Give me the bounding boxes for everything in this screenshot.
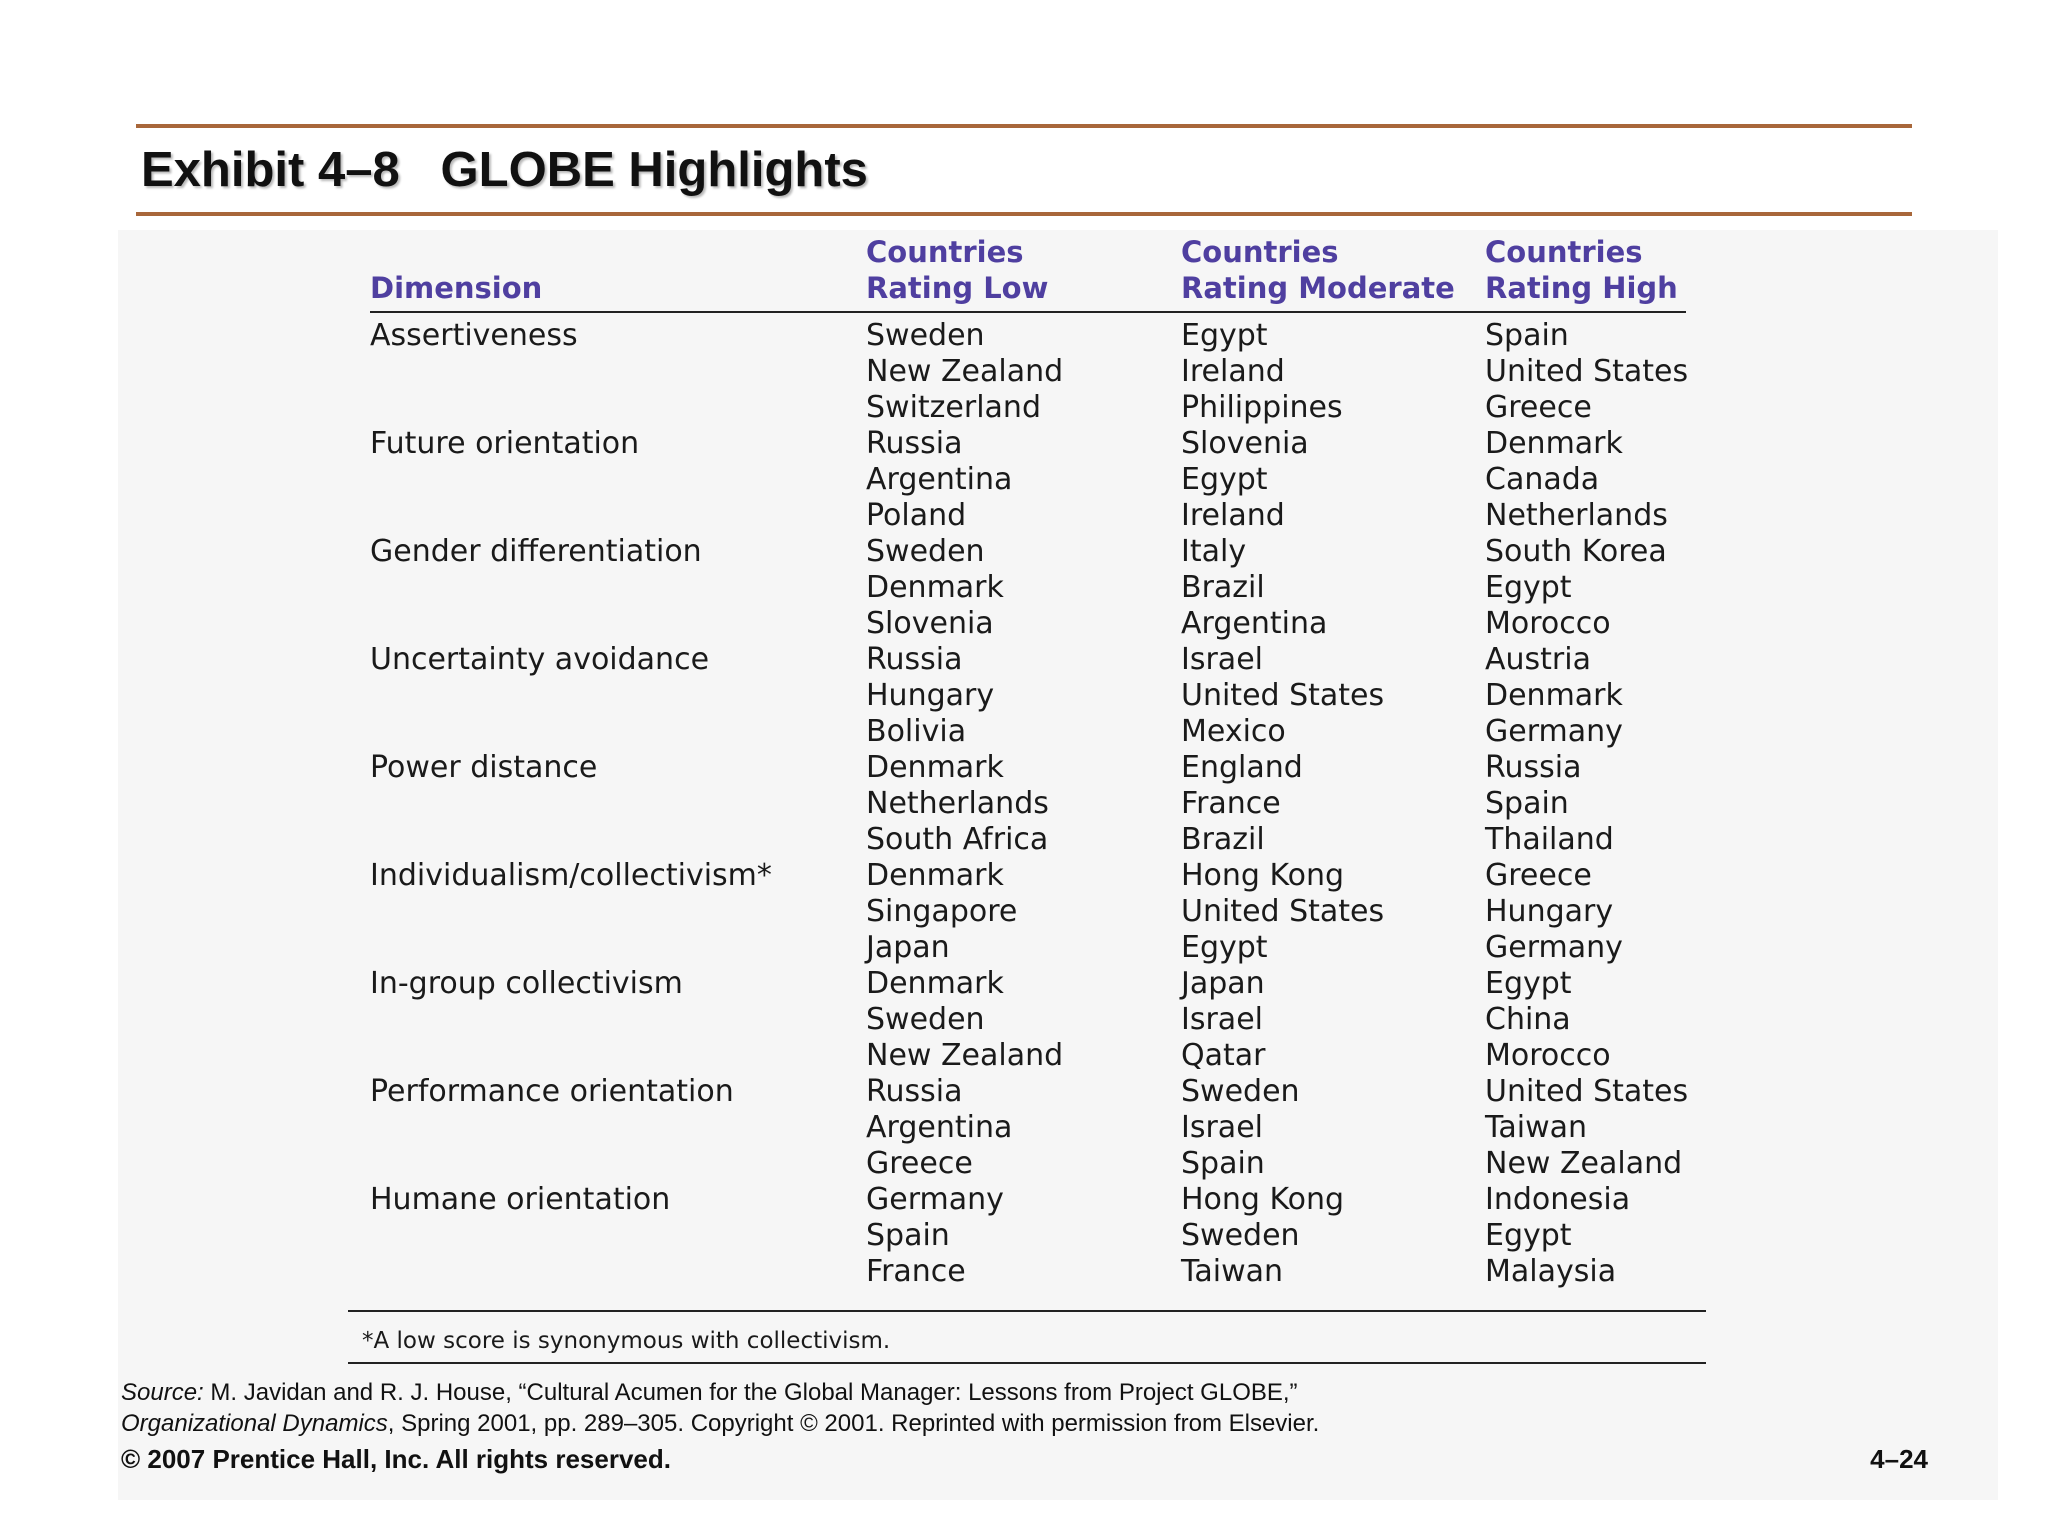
country-cell-high: Greece bbox=[1485, 390, 1592, 425]
country-cell-low: Denmark bbox=[866, 570, 1004, 605]
source-line-1 bbox=[121, 1377, 1319, 1408]
country-cell-moderate: Ireland bbox=[1181, 498, 1285, 533]
country-cell-moderate: France bbox=[1181, 786, 1281, 821]
country-cell-moderate: United States bbox=[1181, 894, 1385, 929]
country-cell-high: Germany bbox=[1485, 930, 1623, 965]
country-cell-moderate: Israel bbox=[1181, 1110, 1263, 1145]
country-cell-high: Morocco bbox=[1485, 606, 1611, 641]
header-dimension bbox=[370, 270, 542, 306]
source-text-2: , Spring 2001, pp. 289–305. Copyright © 2001. Reprinted with permission from Elsevier. bbox=[387, 1410, 1320, 1437]
country-cell-low: Spain bbox=[866, 1218, 950, 1253]
country-cell-low: Netherlands bbox=[866, 786, 1049, 821]
country-cell-high: Austria bbox=[1485, 642, 1591, 677]
dimension-cell: Humane orientation bbox=[370, 1182, 671, 1217]
dimension-cell: Power distance bbox=[370, 750, 598, 785]
country-cell-high: United States bbox=[1485, 354, 1689, 389]
country-cell-low: New Zealand bbox=[866, 354, 1064, 389]
dimension-cell: Assertiveness bbox=[370, 318, 578, 353]
header-moderate-line2: Rating Moderate bbox=[1181, 271, 1455, 305]
country-cell-low: Greece bbox=[866, 1146, 973, 1181]
country-cell-moderate: Argentina bbox=[1181, 606, 1328, 641]
country-cell-high: South Korea bbox=[1485, 534, 1667, 569]
header-high bbox=[1485, 234, 1678, 306]
country-cell-moderate: United States bbox=[1181, 678, 1385, 713]
country-cell-low: Slovenia bbox=[866, 606, 994, 641]
country-cell-moderate: Qatar bbox=[1181, 1038, 1266, 1073]
country-cell-moderate: Philippines bbox=[1181, 390, 1343, 425]
country-cell-high: Indonesia bbox=[1485, 1182, 1631, 1217]
country-cell-high: Denmark bbox=[1485, 426, 1623, 461]
country-cell-low: Argentina bbox=[866, 462, 1013, 497]
country-cell-moderate: Hong Kong bbox=[1181, 858, 1345, 893]
country-cell-low: New Zealand bbox=[866, 1038, 1064, 1073]
country-cell-low: France bbox=[866, 1254, 966, 1289]
country-cell-high: China bbox=[1485, 1002, 1571, 1037]
header-high-line1: Countries bbox=[1485, 235, 1643, 269]
source-journal: Organizational Dynamics bbox=[121, 1410, 388, 1437]
country-cell-high: Taiwan bbox=[1485, 1110, 1588, 1145]
country-cell-low: Russia bbox=[866, 642, 963, 677]
header-low bbox=[866, 234, 1048, 306]
header-moderate-line1: Countries bbox=[1181, 235, 1339, 269]
country-cell-low: Hungary bbox=[866, 678, 995, 713]
country-cell-high: Egypt bbox=[1485, 966, 1572, 1001]
dimension-cell: In-group collectivism bbox=[370, 966, 683, 1001]
country-cell-low: Japan bbox=[866, 930, 950, 965]
country-cell-moderate: England bbox=[1181, 750, 1303, 785]
country-cell-moderate: Israel bbox=[1181, 1002, 1263, 1037]
country-cell-high: Malaysia bbox=[1485, 1254, 1617, 1289]
source-label: Source: bbox=[121, 1379, 204, 1406]
country-cell-moderate: Ireland bbox=[1181, 354, 1285, 389]
footnote-top-rule bbox=[348, 1310, 1706, 1312]
country-cell-low: Switzerland bbox=[866, 390, 1041, 425]
country-cell-high: Hungary bbox=[1485, 894, 1614, 929]
country-cell-high: Denmark bbox=[1485, 678, 1623, 713]
country-cell-moderate: Spain bbox=[1181, 1146, 1265, 1181]
country-cell-moderate: Mexico bbox=[1181, 714, 1286, 749]
country-cell-high: Spain bbox=[1485, 318, 1569, 353]
source-text-1: M. Javidan and R. J. House, “Cultural Acumen for the Global Manager: Lessons from Project GLOBE,” bbox=[203, 1379, 1298, 1406]
country-cell-high: Thailand bbox=[1485, 822, 1614, 857]
country-cell-high: Russia bbox=[1485, 750, 1582, 785]
country-cell-low: Bolivia bbox=[866, 714, 967, 749]
country-cell-high: Egypt bbox=[1485, 1218, 1572, 1253]
country-cell-low: Russia bbox=[866, 426, 963, 461]
country-cell-low: Singapore bbox=[866, 894, 1018, 929]
source-citation bbox=[121, 1377, 1319, 1439]
page-number: 4–24 bbox=[1870, 1444, 1928, 1474]
dimension-cell: Uncertainty avoidance bbox=[370, 642, 710, 677]
country-cell-low: Denmark bbox=[866, 858, 1004, 893]
country-cell-moderate: Brazil bbox=[1181, 570, 1265, 605]
country-cell-low: Argentina bbox=[866, 1110, 1013, 1145]
country-cell-high: Spain bbox=[1485, 786, 1569, 821]
footnote-bottom-rule bbox=[348, 1362, 1706, 1364]
header-low-line1: Countries bbox=[866, 235, 1024, 269]
dimension-cell: Individualism/collectivism* bbox=[370, 858, 772, 893]
country-cell-low: Russia bbox=[866, 1074, 963, 1109]
country-cell-high: Canada bbox=[1485, 462, 1600, 497]
country-cell-low: Germany bbox=[866, 1182, 1004, 1217]
country-cell-moderate: Slovenia bbox=[1181, 426, 1309, 461]
header-moderate bbox=[1181, 234, 1455, 306]
country-cell-moderate: Japan bbox=[1181, 966, 1265, 1001]
header-high-line2: Rating High bbox=[1485, 271, 1678, 305]
header-rule bbox=[370, 311, 1686, 313]
country-cell-moderate: Israel bbox=[1181, 642, 1263, 677]
dimension-cell: Performance orientation bbox=[370, 1074, 734, 1109]
source-line-2 bbox=[121, 1408, 1319, 1439]
country-cell-low: Denmark bbox=[866, 750, 1004, 785]
country-cell-moderate: Brazil bbox=[1181, 822, 1265, 857]
table-footnote: *A low score is synonymous with collectivism. bbox=[362, 1328, 891, 1354]
country-cell-moderate: Egypt bbox=[1181, 318, 1268, 353]
country-cell-moderate: Italy bbox=[1181, 534, 1247, 569]
title-top-rule bbox=[136, 124, 1912, 128]
header-low-line2: Rating Low bbox=[866, 271, 1049, 305]
country-cell-moderate: Egypt bbox=[1181, 462, 1268, 497]
dimension-cell: Future orientation bbox=[370, 426, 640, 461]
country-cell-high: New Zealand bbox=[1485, 1146, 1683, 1181]
title-bottom-rule bbox=[136, 212, 1912, 216]
country-cell-low: South Africa bbox=[866, 822, 1049, 857]
dimension-cell: Gender differentiation bbox=[370, 534, 702, 569]
country-cell-low: Denmark bbox=[866, 966, 1004, 1001]
slide-title: Exhibit 4–8 GLOBE Highlights bbox=[141, 143, 868, 197]
country-cell-low: Sweden bbox=[866, 534, 985, 569]
country-cell-moderate: Hong Kong bbox=[1181, 1182, 1345, 1217]
country-cell-high: Greece bbox=[1485, 858, 1592, 893]
country-cell-low: Sweden bbox=[866, 318, 985, 353]
country-cell-low: Sweden bbox=[866, 1002, 985, 1037]
country-cell-high: Egypt bbox=[1485, 570, 1572, 605]
country-cell-moderate: Egypt bbox=[1181, 930, 1268, 965]
copyright-notice: © 2007 Prentice Hall, Inc. All rights reserved. bbox=[121, 1444, 671, 1474]
country-cell-high: Netherlands bbox=[1485, 498, 1668, 533]
country-cell-high: United States bbox=[1485, 1074, 1689, 1109]
country-cell-high: Morocco bbox=[1485, 1038, 1611, 1073]
country-cell-moderate: Sweden bbox=[1181, 1074, 1300, 1109]
country-cell-low: Poland bbox=[866, 498, 967, 533]
country-cell-high: Germany bbox=[1485, 714, 1623, 749]
header-dimension-label: Dimension bbox=[370, 271, 543, 305]
country-cell-moderate: Taiwan bbox=[1181, 1254, 1284, 1289]
country-cell-moderate: Sweden bbox=[1181, 1218, 1300, 1253]
